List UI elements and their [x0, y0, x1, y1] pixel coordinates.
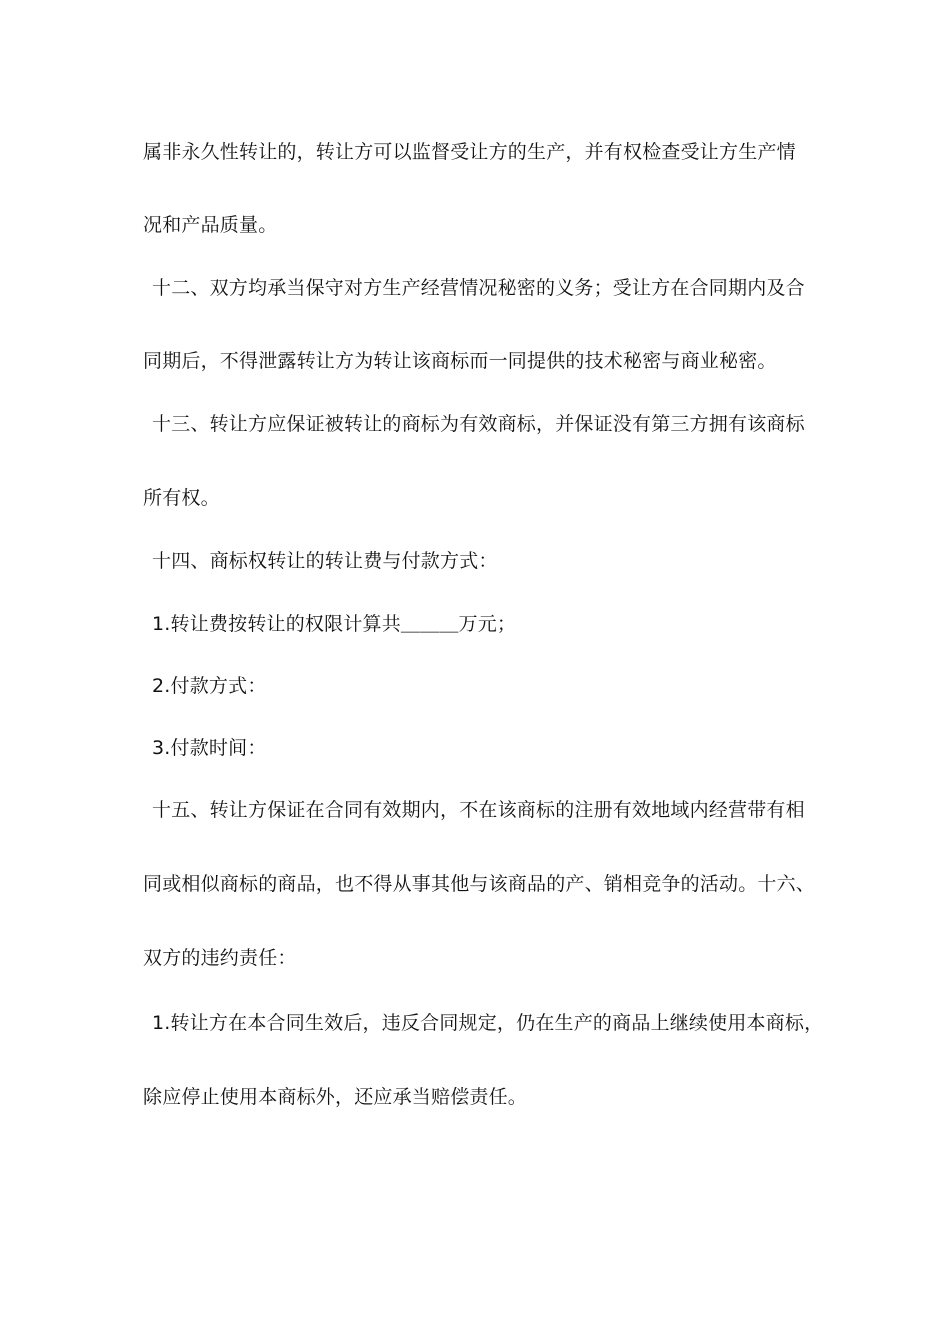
text-line: 同期后，不得泄露转让方为转让该商标而一同提供的技术秘密与商业秘密。: [143, 350, 777, 372]
text-line: 十二、双方均承当保守对方生产经营情况秘密的义务；受让方在合同期内及合: [152, 277, 805, 299]
text-line: 属非永久性转让的，转让方可以监督受让方的生产，并有权检查受让方生产情: [143, 141, 796, 163]
text-line: 双方的违约责任：: [143, 947, 297, 969]
text-line: 十三、转让方应保证被转让的商标为有效商标，并保证没有第三方拥有该商标: [152, 413, 805, 435]
text-line: 十四、商标权转让的转让费与付款方式：: [152, 550, 498, 572]
text-line: 1.转让方在本合同生效后，违反合同规定，仍在生产的商品上继续使用本商标，: [152, 1012, 824, 1034]
text-line: 十五、转让方保证在合同有效期内，不在该商标的注册有效地域内经营带有相: [152, 799, 805, 821]
text-line: 2.付款方式：: [152, 675, 267, 697]
text-line: 所有权。: [143, 487, 220, 509]
text-line: 同或相似商标的商品，也不得从事其他与该商品的产、销相竞争的活动。十六、: [143, 873, 816, 895]
text-line: 除应停止使用本商标外，还应承当赔偿责任。: [143, 1086, 528, 1108]
text-line: 况和产品质量。: [143, 214, 278, 236]
text-line: 1.转让费按转让的权限计算共＿＿＿万元；: [152, 613, 517, 635]
text-line: 3.付款时间：: [152, 737, 267, 759]
